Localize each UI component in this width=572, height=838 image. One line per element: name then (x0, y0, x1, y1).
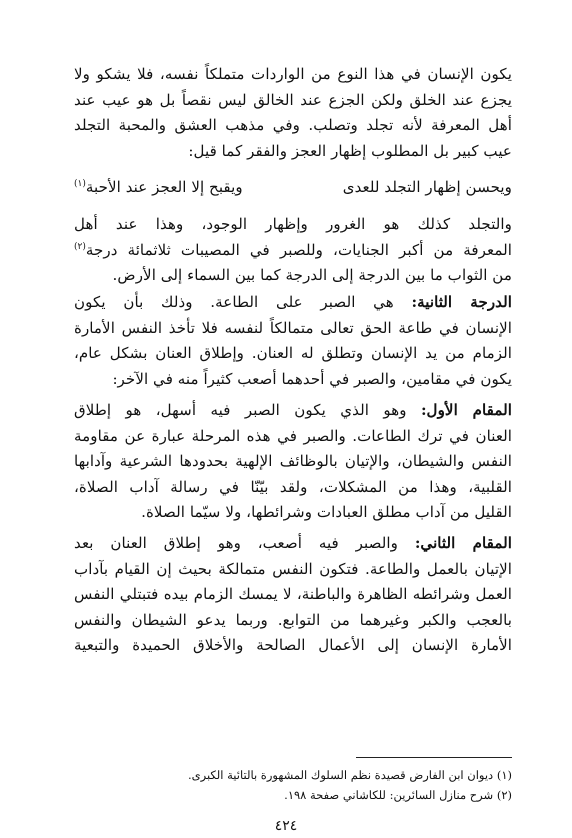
text-line: يجزع عند الخلق ولكن الجزع عند الخالق ليس نقصاً بل هو عيب عند (74, 90, 512, 109)
paragraph-3 (74, 290, 512, 392)
text-line: من الثواب ما بين الدرجة إلى الدرجة كما بين السماء إلى الأرض. (112, 266, 512, 284)
section-heading: المقام الأول: (420, 401, 512, 419)
footnote-marker: (٢) (74, 241, 86, 252)
verse-second-hemistich: ويقبح إلا العجز عند الأحبة$^{(١)}$ (74, 178, 243, 196)
text-line: يكون الإنسان في هذا النوع من الواردات متملكاً نفسه، فلا يشكو ولا (74, 65, 512, 83)
text-line: القليل من آداب مطلق العبادات وشرائطها، ولا سيّما الصلاة. (141, 503, 512, 521)
section-heading: الدرجة الثانية: (411, 293, 512, 311)
footnote-divider (356, 757, 512, 758)
text-line: العنان في ترك الطاعات. والصبر في هذه المرحلة عبارة عن مقاومة (74, 426, 512, 445)
paragraph-4 (74, 398, 512, 526)
paragraph-5 (74, 531, 512, 659)
footnote-1: (١) ديوان ابن الفارض قصيدة نظم السلوك المشهورة بالتائية الكبرى. (187, 768, 512, 782)
paragraph-2 (74, 212, 512, 289)
footnote-2: (٢) شرح منازل السائرين: للكاشاني صفحة ١٩٨. (284, 788, 512, 802)
text-line: المقام الأول: وهو الذي يكون الصبر فيه أسهل، هو إطلاق (74, 401, 512, 419)
text-line: والتجلد كذلك هو الغرور وإظهار الوجود، وهذا عند أهل (74, 215, 512, 233)
text-line: الإنسان في طاعة الحق تعالى متمالكاً لنفسه فلا تأخذ النفس الأمارة (74, 318, 512, 337)
text-line: المعرفة من أكبر الجنايات، وللصبر في المصيبات ثلاثمائة درجة$^{(٢)}$ (74, 240, 512, 259)
text-line: الدرجة الثانية: هي الصبر على الطاعة. وذلك بأن يكون (74, 293, 512, 311)
text-line: النفس والشيطان، والإتيان بالوظائف الإلهية بحدودها الشرعية وآدابها (74, 452, 512, 470)
text-line: الإتيان بالعمل والطاعة. فتكون النفس متمالكة بحيث إن القيام بآداب (74, 559, 512, 578)
paragraph-1 (74, 62, 512, 164)
text-line: الأمارة الإنسان إلى الأعمال الصالحة والأخلاق الحميدة والتبعية (74, 636, 512, 654)
text-line: عيب كبير بل المطلوب إظهار العجز والفقر كما قيل: (188, 141, 512, 160)
section-heading: المقام الثاني: (414, 534, 512, 552)
text-line: القلبية، وهذا من المشكلات، ولقد بيّنّا في رسالة آداب الصلاة، (74, 477, 512, 496)
text-line: بالعجب والكبر وغيرهما من التوابع. وربما يدعو الشيطان والنفس (74, 610, 512, 629)
text-line: يكون في مقامين، والصبر في أحدهما أصعب كثيراً منه في الآخر: (112, 369, 512, 388)
poetry-verse (74, 178, 512, 196)
text-line: المقام الثاني: والصبر فيه أصعب، وهو إطلاق العنان بعد (74, 534, 512, 552)
footnote-marker: (١) (74, 178, 86, 189)
text-line: العمل وشرائطه الظاهرة والباطنة، لا يمسك الزمام بيده فتبتلي النفس (74, 585, 512, 603)
text-line: الزمام من يد الإنسان وتطلق له العنان. وإطلاق العنان بشكل عام، (74, 344, 512, 362)
text-line: أهل المعرفة لأنه تجلد وتصلب. وفي مذهب العشق والمحبة التجلد (74, 116, 512, 134)
page-number: ٤٢٤ (274, 818, 298, 834)
footnotes (74, 765, 512, 805)
verse-first-hemistich: ويحسن إظهار التجلد للعدى (342, 178, 512, 196)
